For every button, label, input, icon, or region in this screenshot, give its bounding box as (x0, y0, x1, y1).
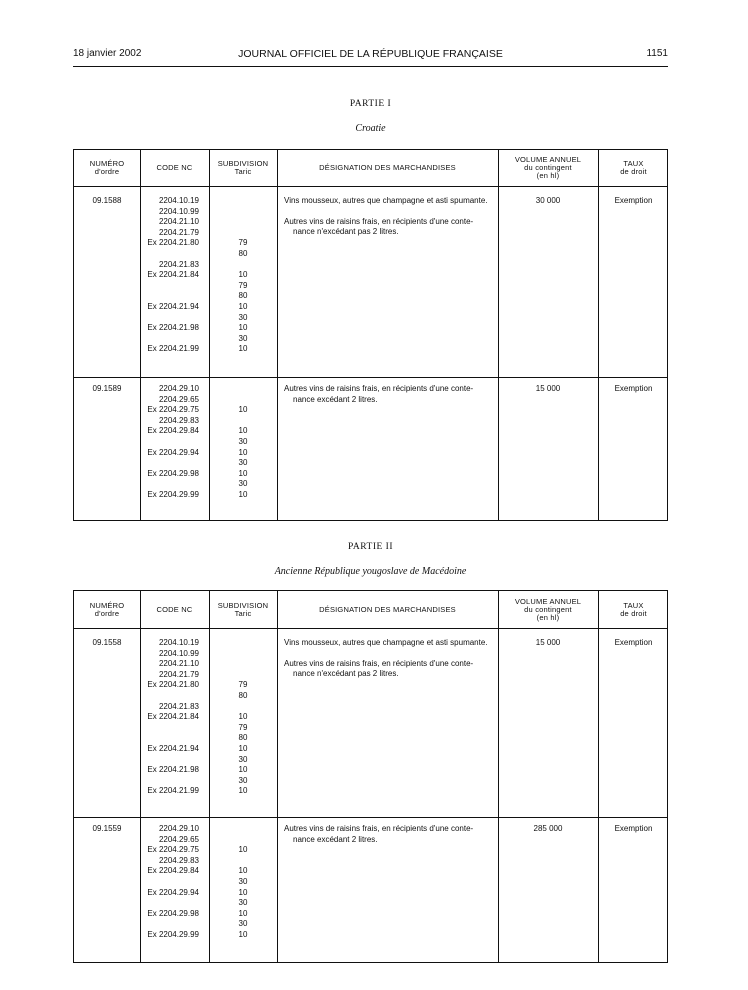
taric-subdivision: 80 (238, 248, 248, 258)
taric-subdivision: 30 (238, 754, 248, 764)
taric-subdivision: 79 (238, 680, 248, 690)
page-number: 1151 (646, 48, 668, 59)
column-header-text (157, 606, 193, 614)
goods-description (284, 638, 492, 680)
part-2-country: Ancienne République yougoslave de Macédoine (274, 566, 467, 577)
nc-code-list (140, 638, 199, 797)
description-line: Autres vins de raisins frais, en récipients d'une conte- (284, 216, 474, 226)
page-header (73, 48, 668, 64)
nc-code: Ex 2204.29.98 (147, 468, 199, 478)
nc-code: Ex 2204.29.98 (147, 908, 199, 918)
nc-code: 2204.21.10 (158, 659, 199, 669)
nc-code (140, 458, 199, 469)
taric-subdivision (209, 856, 277, 867)
taric-subdivision: 10 (238, 712, 248, 722)
column-header-line: DÉSIGNATION DES MARCHANDISES (319, 163, 456, 172)
column-header-designation (277, 150, 498, 186)
column-header-line: TAUX (623, 600, 644, 610)
goods-description (284, 196, 492, 238)
order-number: 09.1588 (92, 196, 122, 205)
taric-subdivision (209, 824, 277, 835)
taric-subdivision: 10 (238, 743, 248, 753)
taric-subdivision: 10 (238, 908, 248, 918)
column-header-subdivision (209, 591, 277, 628)
column-header-taux (598, 591, 669, 628)
taric-subdivision: 30 (238, 333, 248, 343)
nc-code (140, 281, 199, 292)
column-header-text (515, 156, 581, 180)
taric-subdivision-list (209, 384, 277, 501)
nc-code: 2204.29.10 (158, 824, 199, 833)
taric-subdivision (209, 670, 277, 681)
description-line: Vins mousseux, autres que champagne et asti spumante. (284, 196, 488, 205)
goods-description (284, 384, 492, 405)
quota-volume: 285 000 (533, 824, 563, 833)
nc-code (140, 437, 199, 448)
nc-code (140, 776, 199, 787)
nc-code: Ex 2204.29.75 (147, 845, 199, 855)
nc-code (140, 877, 199, 888)
header-rule (73, 66, 668, 67)
description-line: Autres vins de raisins frais, en récipients d'une conte- (284, 384, 474, 393)
column-header-line: (en hl) (536, 171, 560, 180)
taric-subdivision (209, 395, 277, 406)
header-date: 18 janvier 2002 (73, 48, 142, 59)
nc-code-list (140, 196, 199, 355)
nc-code: Ex 2204.21.99 (147, 344, 199, 354)
nc-code: 2204.21.79 (158, 227, 199, 237)
column-header-text (515, 598, 581, 622)
nc-code: 2204.10.99 (158, 648, 199, 658)
nc-code: Ex 2204.29.84 (147, 866, 199, 876)
nc-code (140, 291, 199, 302)
column-header-text (90, 602, 125, 618)
column-header-line: du contingent (524, 604, 572, 614)
column-header-text (218, 160, 269, 176)
column-header-text (218, 602, 269, 618)
nc-code: Ex 2204.29.94 (147, 887, 199, 897)
taric-subdivision (209, 260, 277, 271)
taric-subdivision: 10 (238, 405, 248, 415)
nc-code: 2204.29.65 (158, 834, 199, 844)
taric-subdivision: 30 (238, 919, 248, 929)
nc-code-list (140, 384, 199, 501)
nc-code: Ex 2204.29.99 (147, 489, 199, 499)
column-header-numero (74, 150, 140, 186)
nc-code (140, 723, 199, 734)
duty-rate: Exemption (614, 384, 653, 393)
taric-subdivision: 10 (238, 270, 248, 280)
column-header-line: d'ordre (94, 167, 120, 176)
nc-code: 2204.29.10 (158, 384, 199, 393)
taric-subdivision: 80 (238, 733, 248, 743)
taric-subdivision: 79 (238, 280, 248, 290)
column-header-text (620, 602, 647, 618)
taric-subdivision: 10 (238, 468, 248, 478)
nc-code: Ex 2204.21.94 (147, 301, 199, 311)
nc-code: 2204.29.65 (158, 394, 199, 404)
nc-code: Ex 2204.21.84 (147, 712, 199, 722)
taric-subdivision: 30 (238, 876, 248, 886)
column-header-taux (598, 150, 669, 186)
nc-code: Ex 2204.21.99 (147, 786, 199, 796)
taric-subdivision (209, 207, 277, 218)
column-header-text (620, 160, 647, 176)
taric-subdivision: 80 (238, 690, 248, 700)
nc-code (140, 249, 199, 260)
nc-code: Ex 2204.21.80 (147, 238, 199, 248)
description-spacer (284, 207, 492, 217)
nc-code (140, 755, 199, 766)
nc-code: Ex 2204.21.98 (147, 765, 199, 775)
nc-code: Ex 2204.21.98 (147, 323, 199, 333)
table-header-row (74, 150, 667, 187)
taric-subdivision: 30 (238, 898, 248, 908)
taric-subdivision: 10 (238, 887, 248, 897)
column-divider (277, 591, 278, 962)
taric-subdivision-list (209, 196, 277, 355)
column-header-line: SUBDIVISION (217, 600, 269, 610)
nc-code: 2204.21.83 (158, 701, 199, 711)
taric-subdivision: 10 (238, 786, 248, 796)
taric-subdivision: 10 (238, 344, 248, 354)
column-header-line: NUMÉRO (89, 159, 125, 168)
taric-subdivision (209, 384, 277, 395)
column-header-line: de droit (620, 167, 647, 176)
description-line: Autres vins de raisins frais, en récipients d'une conte- (284, 658, 474, 668)
description-spacer (284, 649, 492, 659)
taric-subdivision: 10 (238, 765, 248, 775)
description-line: nance n'excédant pas 2 litres. (293, 227, 399, 237)
taric-subdivision (209, 702, 277, 713)
taric-subdivision: 79 (238, 238, 248, 248)
column-divider (277, 150, 278, 520)
column-header-subdivision (209, 150, 277, 186)
taric-subdivision: 79 (238, 722, 248, 732)
goods-description (284, 824, 492, 845)
column-header-line: TAUX (623, 159, 644, 168)
column-header-code (140, 150, 209, 186)
taric-subdivision: 10 (238, 301, 248, 311)
description-line: nance excédant 2 litres. (293, 394, 378, 404)
journal-title: JOURNAL OFFICIEL DE LA RÉPUBLIQUE FRANÇAISE (238, 48, 503, 60)
nc-code: 2204.10.99 (158, 206, 199, 216)
taric-subdivision (209, 416, 277, 427)
nc-code: Ex 2204.21.80 (147, 680, 199, 690)
nc-code (140, 479, 199, 490)
row-divider (74, 817, 667, 818)
column-header-line: VOLUME ANNUEL (514, 155, 582, 164)
column-header-volume (498, 150, 598, 186)
nc-code: 2204.21.83 (158, 259, 199, 269)
taric-subdivision (209, 638, 277, 649)
duty-rate: Exemption (614, 638, 653, 647)
part-1-country: Croatie (355, 123, 386, 134)
nc-code: 2204.10.19 (158, 638, 199, 647)
nc-code: 2204.21.10 (158, 217, 199, 227)
column-header-line: Taric (234, 608, 252, 618)
column-header-numero (74, 591, 140, 628)
order-number: 09.1589 (92, 384, 122, 393)
nc-code: 2204.29.83 (158, 415, 199, 425)
column-header-line: d'ordre (94, 608, 120, 618)
nc-code: Ex 2204.21.94 (147, 743, 199, 753)
column-header-line: Taric (234, 167, 252, 176)
taric-subdivision (209, 659, 277, 670)
description-line: Autres vins de raisins frais, en récipients d'une conte- (284, 824, 474, 833)
part-1-title: PARTIE I (349, 99, 392, 109)
taric-subdivision: 30 (238, 775, 248, 785)
taric-subdivision: 30 (238, 436, 248, 446)
column-header-text (157, 164, 193, 172)
taric-subdivision: 30 (238, 312, 248, 322)
quota-table-part-2 (73, 590, 668, 963)
taric-subdivision: 30 (238, 458, 248, 468)
taric-subdivision (209, 196, 277, 207)
column-header-line: VOLUME ANNUEL (514, 596, 582, 606)
nc-code: 2204.10.19 (158, 196, 199, 205)
taric-subdivision: 10 (238, 489, 248, 499)
order-number: 09.1558 (92, 638, 122, 647)
taric-subdivision-list (209, 638, 277, 797)
taric-subdivision: 30 (238, 479, 248, 489)
nc-code: Ex 2204.29.75 (147, 405, 199, 415)
taric-subdivision: 10 (238, 929, 248, 939)
taric-subdivision (209, 228, 277, 239)
column-header-line: du contingent (524, 163, 572, 172)
row-divider (74, 377, 667, 378)
column-header-line: CODE NC (156, 604, 193, 614)
order-number: 09.1559 (92, 824, 122, 833)
nc-code: Ex 2204.29.99 (147, 929, 199, 939)
nc-code (140, 898, 199, 909)
column-header-designation (277, 591, 498, 628)
column-header-volume (498, 591, 598, 628)
nc-code (140, 313, 199, 324)
taric-subdivision: 80 (238, 291, 248, 301)
description-line: Vins mousseux, autres que champagne et asti spumante. (284, 638, 488, 647)
column-header-line: de droit (620, 608, 647, 618)
taric-subdivision (209, 835, 277, 846)
nc-code (140, 733, 199, 744)
nc-code-list (140, 824, 199, 941)
quota-table-part-1 (73, 149, 668, 521)
column-header-line: SUBDIVISION (217, 159, 269, 168)
quota-volume: 15 000 (535, 384, 561, 393)
description-line: nance n'excédant pas 2 litres. (293, 669, 399, 679)
column-header-code (140, 591, 209, 628)
column-header-line: (en hl) (536, 612, 560, 622)
column-header-text (319, 606, 456, 614)
quota-volume: 30 000 (535, 196, 561, 205)
table-header-row (74, 591, 667, 629)
column-header-line: DÉSIGNATION DES MARCHANDISES (319, 604, 456, 614)
taric-subdivision: 10 (238, 866, 248, 876)
taric-subdivision (209, 649, 277, 660)
nc-code (140, 919, 199, 930)
taric-subdivision: 10 (238, 845, 248, 855)
column-header-line: NUMÉRO (89, 600, 125, 610)
taric-subdivision: 10 (238, 323, 248, 333)
taric-subdivision-list (209, 824, 277, 941)
duty-rate: Exemption (614, 824, 653, 833)
nc-code: Ex 2204.29.84 (147, 426, 199, 436)
quota-volume: 15 000 (535, 638, 561, 647)
nc-code: 2204.29.83 (158, 855, 199, 865)
duty-rate: Exemption (614, 196, 653, 205)
nc-code: Ex 2204.21.84 (147, 270, 199, 280)
taric-subdivision: 10 (238, 447, 248, 457)
taric-subdivision (209, 217, 277, 228)
nc-code: 2204.21.79 (158, 669, 199, 679)
taric-subdivision: 10 (238, 426, 248, 436)
nc-code (140, 334, 199, 345)
nc-code: Ex 2204.29.94 (147, 447, 199, 457)
column-header-line: CODE NC (156, 163, 193, 172)
nc-code (140, 691, 199, 702)
part-2-title: PARTIE II (347, 542, 393, 552)
column-header-text (319, 164, 456, 172)
column-header-text (90, 160, 125, 176)
description-line: nance excédant 2 litres. (293, 834, 378, 844)
